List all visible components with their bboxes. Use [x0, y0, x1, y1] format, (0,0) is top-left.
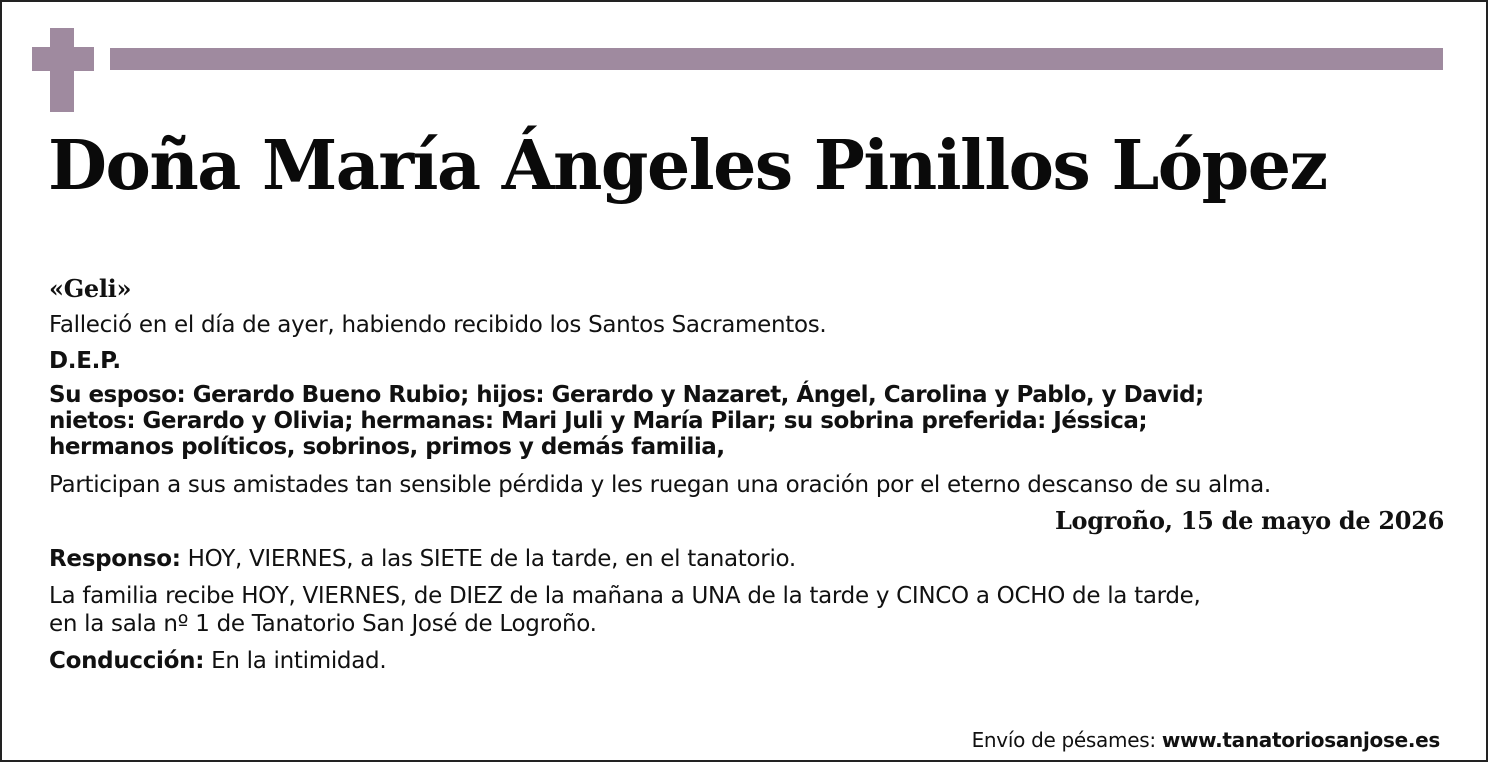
- visiting-info: [49, 582, 1444, 638]
- responso-info: [49, 544, 1444, 574]
- cross-horizontal-bar: [32, 47, 94, 71]
- obituary-body: [49, 274, 1444, 676]
- participation-text: Participan a sus amistades tan sensible pérdida y les ruegan una oración por el eterno descanso de su alma.: [49, 472, 1271, 498]
- visiting-line: La familia recibe HOY, VIERNES, de DIEZ de la mañana a UNA de la tarde y CINCO a OCHO de la tarde,: [49, 583, 1201, 609]
- conduccion-text: En la intimidad.: [204, 648, 387, 674]
- visiting-line: en la sala nº 1 de Tanatorio San José de Logroño.: [49, 611, 597, 637]
- nickname: «Geli»: [49, 274, 132, 303]
- responso-text: HOY, VIERNES, a las SIETE de la tarde, en el tanatorio.: [180, 546, 796, 572]
- condolences-link[interactable]: www.tanatoriosanjose.es: [1161, 728, 1440, 752]
- header-rule: [110, 48, 1443, 70]
- place-date: Logroño, 15 de mayo de 2026: [1054, 506, 1444, 535]
- responso-label: Responso:: [49, 546, 181, 572]
- condolences-label: Envío de pésames:: [971, 728, 1162, 752]
- condolences-footer: [972, 728, 1440, 752]
- family-line: hermanos políticos, sobrinos, primos y demás familia,: [49, 434, 725, 460]
- family-line: Su esposo: Gerardo Bueno Rubio; hijos: Gerardo y Nazaret, Ángel, Carolina y Pablo, y David;: [49, 382, 1204, 408]
- family-list: [49, 382, 1444, 460]
- rip-text: D.E.P.: [49, 348, 121, 374]
- deceased-name: Doña María Ángeles Pinillos López: [48, 126, 1327, 206]
- family-line: nietos: Gerardo y Olivia; hermanas: Mari Juli y María Pilar; su sobrina preferida: Jéssica;: [49, 408, 1148, 434]
- conduccion-info: [49, 646, 1444, 676]
- conduccion-label: Conducción:: [49, 648, 205, 674]
- death-notice: Falleció en el día de ayer, habiendo recibido los Santos Sacramentos.: [49, 312, 827, 338]
